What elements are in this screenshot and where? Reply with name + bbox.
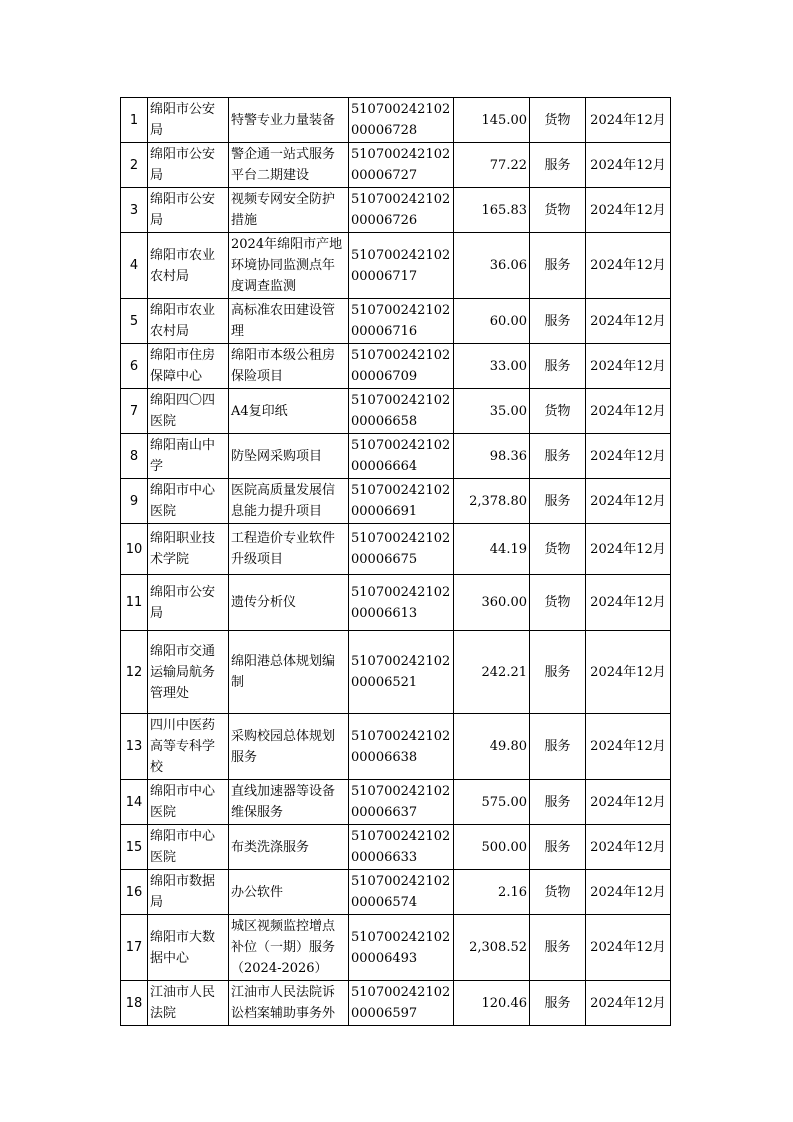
project-name-cell: 绵阳市本级公租房保险项目: [229, 344, 349, 389]
purchasing-unit-cell: 绵阳市大数据中心: [148, 915, 229, 981]
planned-date-cell: 2024年12月: [586, 714, 671, 780]
plan-code-cell: 51070024210200006709: [349, 344, 454, 389]
project-name-cell: 采购校园总体规划服务: [229, 714, 349, 780]
purchasing-unit-cell: 江油市人民法院: [148, 981, 229, 1026]
plan-code-cell: 51070024210200006716: [349, 299, 454, 344]
budget-amount-cell: 77.22: [454, 143, 530, 188]
plan-code-cell: 51070024210200006637: [349, 780, 454, 825]
plan-code-cell: 51070024210200006597: [349, 981, 454, 1026]
table-row: [121, 479, 671, 524]
project-name-cell: 办公软件: [229, 870, 349, 915]
planned-date-cell: 2024年12月: [586, 870, 671, 915]
row-number-cell: 13: [121, 714, 148, 780]
budget-amount-cell: 36.06: [454, 233, 530, 299]
row-number-cell: 5: [121, 299, 148, 344]
purchasing-unit-cell: 绵阳市交通运输局航务管理处: [148, 631, 229, 714]
budget-amount-cell: 33.00: [454, 344, 530, 389]
procurement-type-cell: 服务: [530, 631, 586, 714]
procurement-type-cell: 服务: [530, 434, 586, 479]
purchasing-unit-cell: 绵阳市农业农村局: [148, 233, 229, 299]
budget-amount-cell: 165.83: [454, 188, 530, 233]
row-number-cell: 18: [121, 981, 148, 1026]
project-name-cell: 医院高质量发展信息能力提升项目: [229, 479, 349, 524]
row-number-cell: 12: [121, 631, 148, 714]
table-row: [121, 143, 671, 188]
budget-amount-cell: 49.80: [454, 714, 530, 780]
project-name-cell: 直线加速器等设备维保服务: [229, 780, 349, 825]
table-row: [121, 524, 671, 575]
plan-code-cell: 51070024210200006638: [349, 714, 454, 780]
planned-date-cell: 2024年12月: [586, 631, 671, 714]
row-number-cell: 4: [121, 233, 148, 299]
plan-code-cell: 51070024210200006664: [349, 434, 454, 479]
budget-amount-cell: 2,308.52: [454, 915, 530, 981]
planned-date-cell: 2024年12月: [586, 575, 671, 631]
procurement-type-cell: 货物: [530, 524, 586, 575]
procurement-type-cell: 服务: [530, 344, 586, 389]
procurement-type-cell: 货物: [530, 870, 586, 915]
procurement-type-cell: 服务: [530, 299, 586, 344]
planned-date-cell: 2024年12月: [586, 524, 671, 575]
procurement-type-cell: 货物: [530, 188, 586, 233]
planned-date-cell: 2024年12月: [586, 825, 671, 870]
row-number-cell: 16: [121, 870, 148, 915]
planned-date-cell: 2024年12月: [586, 479, 671, 524]
table-row: [121, 981, 671, 1026]
purchasing-unit-cell: 绵阳四〇四医院: [148, 389, 229, 434]
budget-amount-cell: 575.00: [454, 780, 530, 825]
budget-amount-cell: 120.46: [454, 981, 530, 1026]
table-row: [121, 389, 671, 434]
purchasing-unit-cell: 绵阳市中心医院: [148, 479, 229, 524]
table-row: [121, 188, 671, 233]
row-number-cell: 15: [121, 825, 148, 870]
planned-date-cell: 2024年12月: [586, 299, 671, 344]
row-number-cell: 8: [121, 434, 148, 479]
plan-code-cell: 51070024210200006717: [349, 233, 454, 299]
purchasing-unit-cell: 绵阳市住房保障中心: [148, 344, 229, 389]
planned-date-cell: 2024年12月: [586, 389, 671, 434]
procurement-type-cell: 服务: [530, 233, 586, 299]
planned-date-cell: 2024年12月: [586, 233, 671, 299]
table-row: [121, 714, 671, 780]
procurement-type-cell: 服务: [530, 479, 586, 524]
plan-code-cell: 51070024210200006633: [349, 825, 454, 870]
project-name-cell: 高标准农田建设管理: [229, 299, 349, 344]
project-name-cell: 视频专网安全防护措施: [229, 188, 349, 233]
project-name-cell: 2024年绵阳市产地环境协同监测点年度调查监测: [229, 233, 349, 299]
procurement-type-cell: 服务: [530, 143, 586, 188]
purchasing-unit-cell: 绵阳市中心医院: [148, 825, 229, 870]
table-row: [121, 575, 671, 631]
purchasing-unit-cell: 绵阳职业技术学院: [148, 524, 229, 575]
row-number-cell: 10: [121, 524, 148, 575]
planned-date-cell: 2024年12月: [586, 98, 671, 143]
table-row: [121, 915, 671, 981]
row-number-cell: 11: [121, 575, 148, 631]
purchasing-unit-cell: 绵阳市公安局: [148, 575, 229, 631]
procurement-type-cell: 货物: [530, 98, 586, 143]
table-row: [121, 631, 671, 714]
budget-amount-cell: 2.16: [454, 870, 530, 915]
row-number-cell: 6: [121, 344, 148, 389]
budget-amount-cell: 60.00: [454, 299, 530, 344]
project-name-cell: 防坠网采购项目: [229, 434, 349, 479]
project-name-cell: A4复印纸: [229, 389, 349, 434]
project-name-cell: 特警专业力量装备: [229, 98, 349, 143]
planned-date-cell: 2024年12月: [586, 981, 671, 1026]
table-row: [121, 233, 671, 299]
purchasing-unit-cell: 绵阳市公安局: [148, 143, 229, 188]
project-name-cell: 工程造价专业软件升级项目: [229, 524, 349, 575]
table-row: [121, 780, 671, 825]
row-number-cell: 17: [121, 915, 148, 981]
project-name-cell: 布类洗涤服务: [229, 825, 349, 870]
planned-date-cell: 2024年12月: [586, 915, 671, 981]
row-number-cell: 7: [121, 389, 148, 434]
planned-date-cell: 2024年12月: [586, 344, 671, 389]
procurement-type-cell: 货物: [530, 575, 586, 631]
budget-amount-cell: 145.00: [454, 98, 530, 143]
table-row: [121, 98, 671, 143]
planned-date-cell: 2024年12月: [586, 143, 671, 188]
table-row: [121, 825, 671, 870]
procurement-table: [120, 97, 671, 1026]
plan-code-cell: 51070024210200006675: [349, 524, 454, 575]
budget-amount-cell: 500.00: [454, 825, 530, 870]
procurement-type-cell: 服务: [530, 714, 586, 780]
table-row: [121, 299, 671, 344]
procurement-type-cell: 服务: [530, 780, 586, 825]
project-name-cell: 绵阳港总体规划编制: [229, 631, 349, 714]
planned-date-cell: 2024年12月: [586, 434, 671, 479]
project-name-cell: 江油市人民法院诉讼档案辅助事务外: [229, 981, 349, 1026]
purchasing-unit-cell: 绵阳市中心医院: [148, 780, 229, 825]
planned-date-cell: 2024年12月: [586, 780, 671, 825]
plan-code-cell: 51070024210200006613: [349, 575, 454, 631]
purchasing-unit-cell: 绵阳市农业农村局: [148, 299, 229, 344]
plan-code-cell: 51070024210200006728: [349, 98, 454, 143]
plan-code-cell: 51070024210200006574: [349, 870, 454, 915]
plan-code-cell: 51070024210200006691: [349, 479, 454, 524]
procurement-type-cell: 货物: [530, 389, 586, 434]
budget-amount-cell: 98.36: [454, 434, 530, 479]
row-number-cell: 1: [121, 98, 148, 143]
plan-code-cell: 51070024210200006658: [349, 389, 454, 434]
table-row: [121, 870, 671, 915]
project-name-cell: 遗传分析仪: [229, 575, 349, 631]
purchasing-unit-cell: 绵阳市公安局: [148, 98, 229, 143]
procurement-type-cell: 服务: [530, 981, 586, 1026]
planned-date-cell: 2024年12月: [586, 188, 671, 233]
row-number-cell: 2: [121, 143, 148, 188]
plan-code-cell: 51070024210200006493: [349, 915, 454, 981]
plan-code-cell: 51070024210200006726: [349, 188, 454, 233]
budget-amount-cell: 360.00: [454, 575, 530, 631]
budget-amount-cell: 35.00: [454, 389, 530, 434]
row-number-cell: 3: [121, 188, 148, 233]
plan-code-cell: 51070024210200006727: [349, 143, 454, 188]
budget-amount-cell: 2,378.80: [454, 479, 530, 524]
procurement-type-cell: 服务: [530, 915, 586, 981]
row-number-cell: 14: [121, 780, 148, 825]
purchasing-unit-cell: 绵阳市数据局: [148, 870, 229, 915]
purchasing-unit-cell: 绵阳市公安局: [148, 188, 229, 233]
budget-amount-cell: 242.21: [454, 631, 530, 714]
plan-code-cell: 51070024210200006521: [349, 631, 454, 714]
procurement-type-cell: 服务: [530, 825, 586, 870]
table-row: [121, 434, 671, 479]
row-number-cell: 9: [121, 479, 148, 524]
purchasing-unit-cell: 绵阳南山中学: [148, 434, 229, 479]
project-name-cell: 城区视频监控增点补位（一期）服务（2024-2026）: [229, 915, 349, 981]
budget-amount-cell: 44.19: [454, 524, 530, 575]
table-row: [121, 344, 671, 389]
purchasing-unit-cell: 四川中医药高等专科学校: [148, 714, 229, 780]
project-name-cell: 警企通一站式服务平台二期建设: [229, 143, 349, 188]
